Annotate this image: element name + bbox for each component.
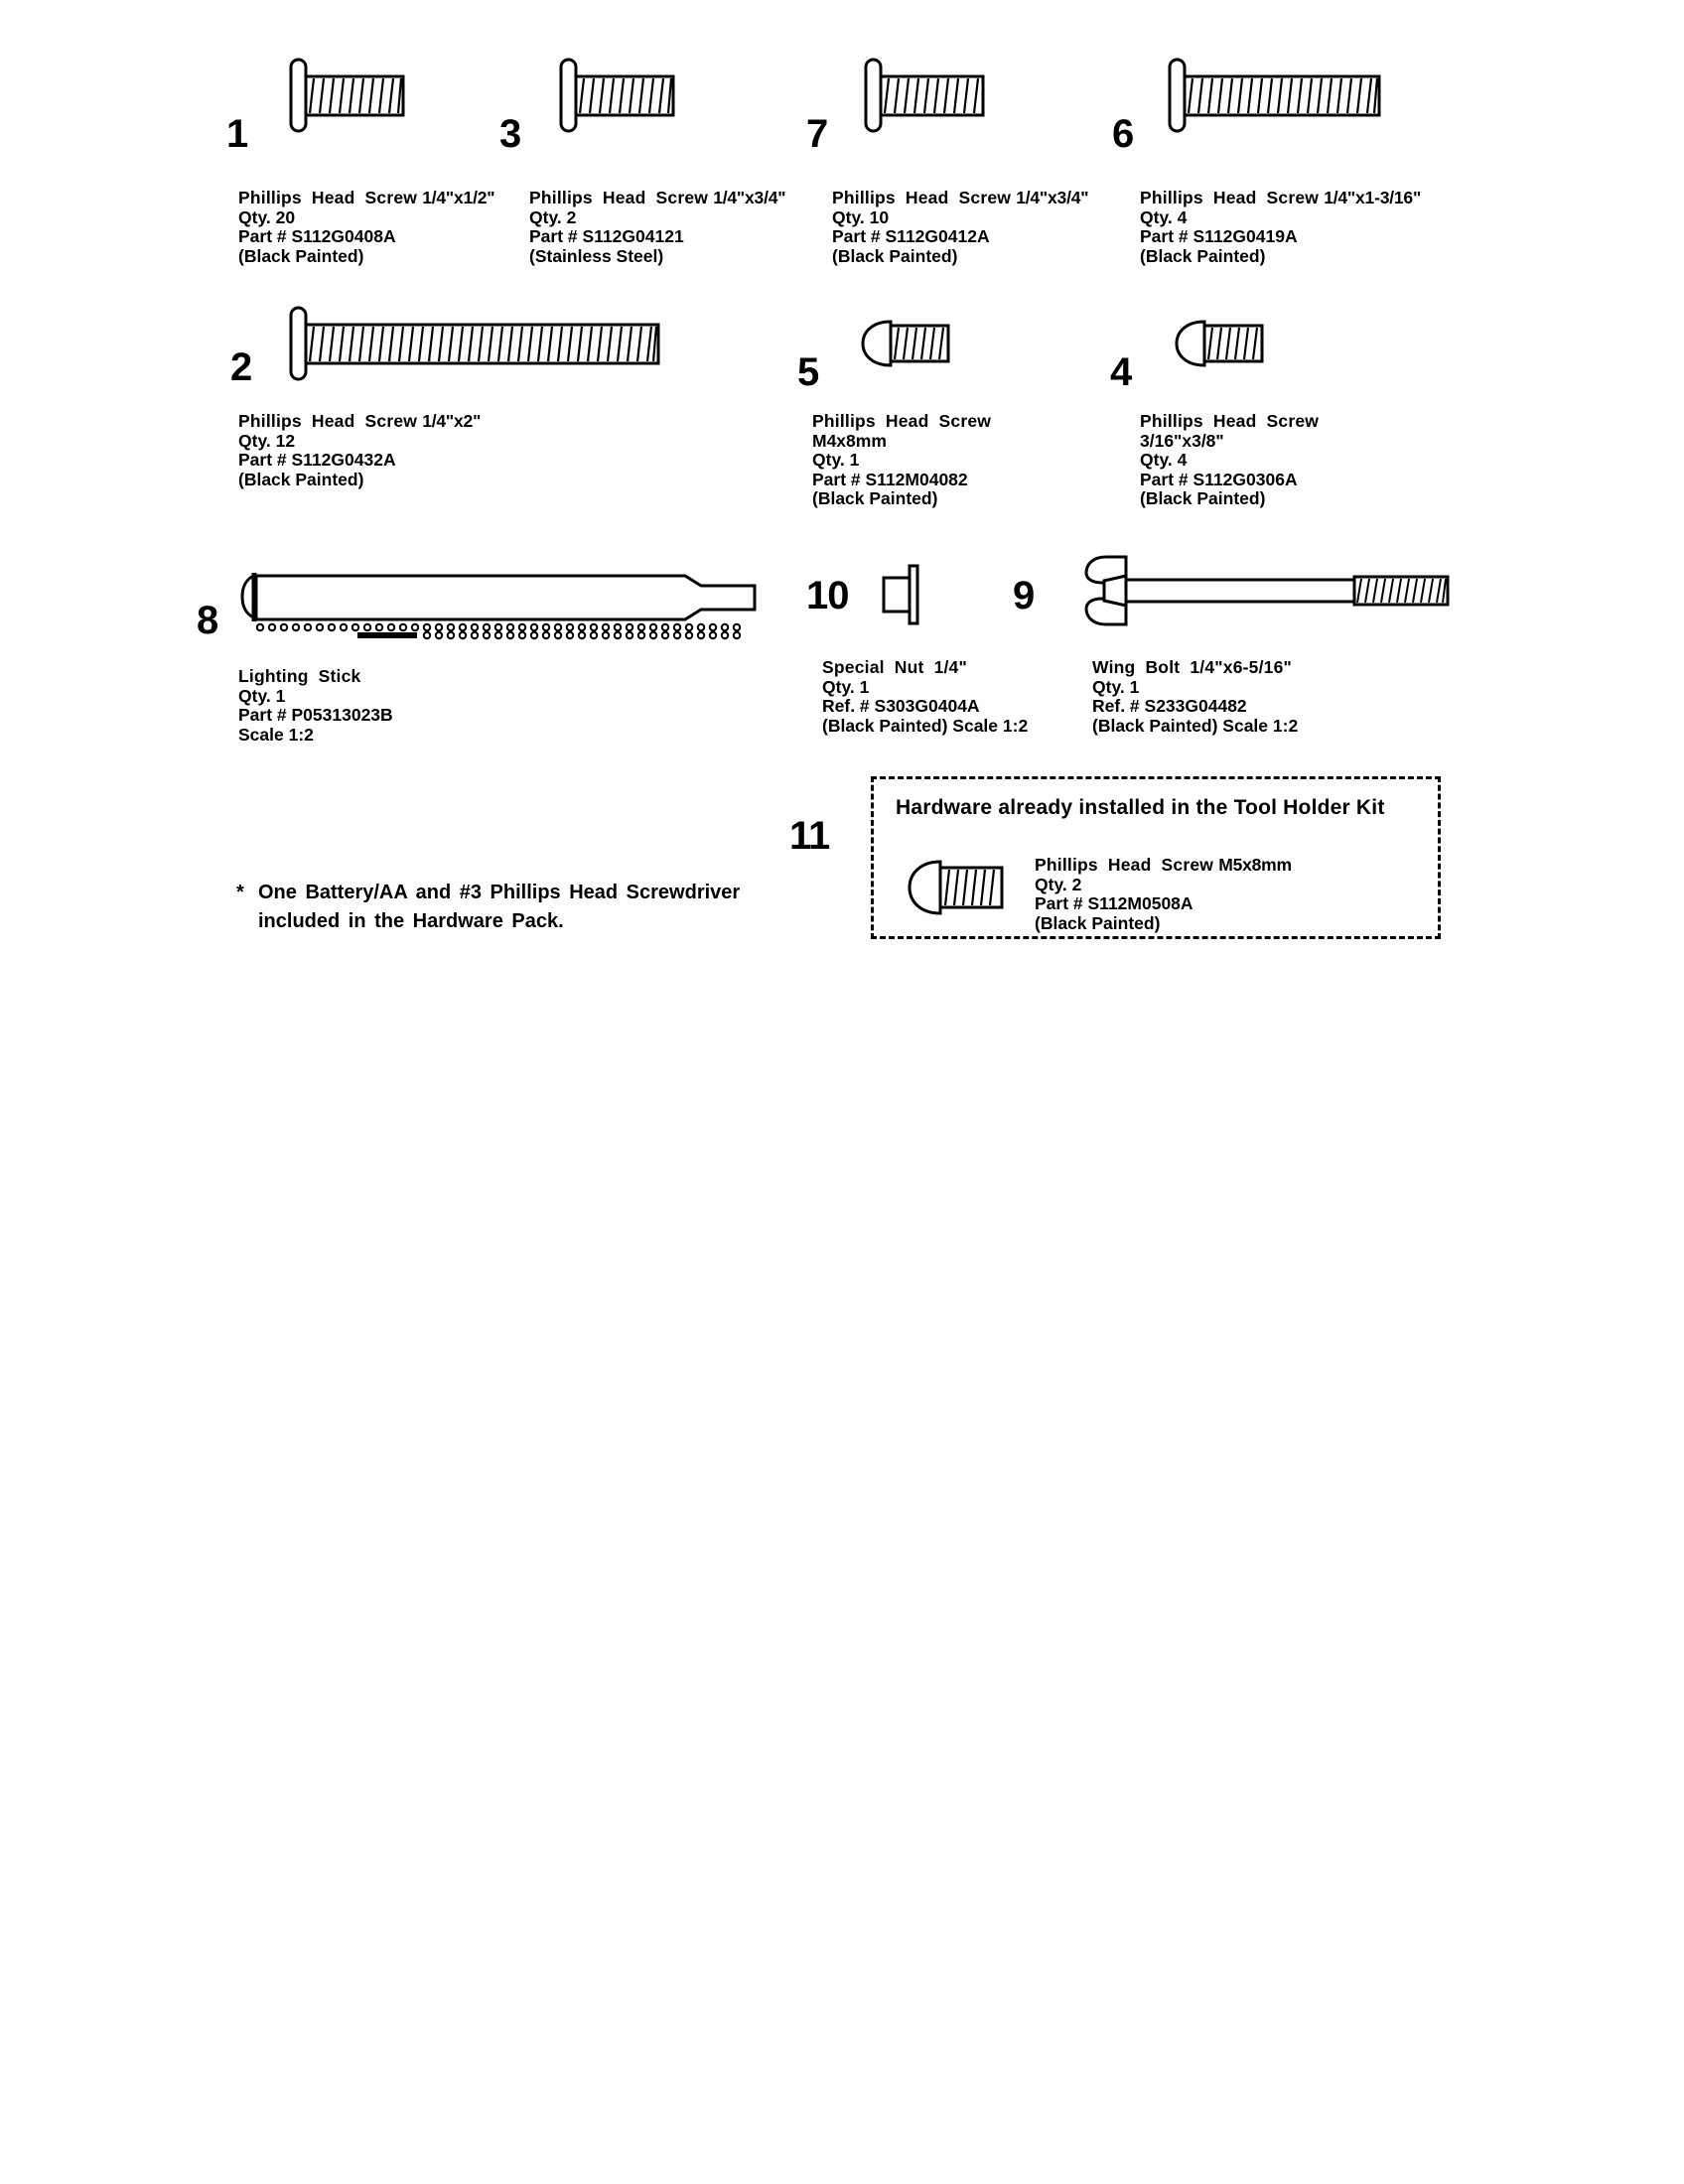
item-dimension-2: 1/4"x2" — [422, 411, 482, 431]
flat-head-screw-icon — [856, 55, 990, 139]
item-number-1: 1 — [226, 112, 248, 156]
item-qty-1: Qty. 20 — [238, 206, 296, 227]
installed-hardware-finish: (Black Painted) — [1035, 912, 1161, 933]
item-qty-3: Qty. 2 — [529, 206, 577, 227]
item-title-5: Phillips Head Screw — [812, 411, 992, 431]
installed-hardware-heading: Hardware already installed in the Tool Holder Kit — [896, 796, 1385, 819]
item-part-4: Part # S112G0306A — [1140, 469, 1298, 489]
item-finish-9: (Black Painted) Scale 1:2 — [1092, 715, 1299, 736]
item-dimension-3: 1/4"x3/4" — [713, 188, 786, 207]
footnote-line-2: included in the Hardware Pack. — [258, 910, 564, 932]
item-qty-7: Qty. 10 — [832, 206, 890, 227]
item-qty-2: Qty. 12 — [238, 430, 296, 451]
item-title-8: Lighting Stick — [238, 666, 361, 686]
flat-head-screw-icon — [281, 55, 410, 139]
item-dimension-1: 1/4"x1/2" — [422, 188, 495, 207]
item-spec-7 — [832, 189, 1088, 266]
item-finish-1: (Black Painted) — [238, 245, 364, 266]
item-title-4: Phillips Head Screw — [1140, 411, 1320, 431]
item-number-11: 11 — [789, 814, 830, 858]
item-finish-5: (Black Painted) — [812, 488, 938, 508]
installed-hardware-box — [871, 776, 1441, 939]
item-title-1: Phillips Head Screw — [238, 188, 418, 207]
round-head-screw-icon — [1160, 308, 1269, 379]
item-part-2: Part # S112G0432A — [238, 450, 396, 470]
round-head-screw-icon — [846, 308, 955, 379]
item-number-7: 7 — [806, 112, 828, 156]
item-spec-10 — [822, 658, 1028, 736]
item-number-10: 10 — [806, 574, 849, 617]
item-number-6: 6 — [1112, 112, 1134, 156]
item-qty-5: Qty. 1 — [812, 450, 860, 470]
footnote — [236, 879, 740, 936]
item-spec-2 — [238, 412, 481, 489]
footnote-marker: * — [236, 882, 244, 903]
flat-head-screw-icon — [551, 55, 680, 139]
item-part-3: Part # S112G04121 — [529, 226, 684, 246]
item-finish-6: (Black Painted) — [1140, 245, 1266, 266]
item-title-3: Phillips Head Screw — [529, 188, 709, 207]
installed-hardware-dimension: M5x8mm — [1218, 855, 1292, 875]
installed-hardware-qty: Qty. 2 — [1035, 874, 1082, 894]
item-dimension-6: 1/4"x1-3/16" — [1324, 188, 1422, 207]
item-spec-5 — [812, 412, 991, 509]
item-finish-10: (Black Painted) Scale 1:2 — [822, 715, 1029, 736]
item-dimension-7: 1/4"x3/4" — [1016, 188, 1089, 207]
item-spec-6 — [1140, 189, 1421, 266]
item-number-9: 9 — [1013, 574, 1035, 617]
wing-bolt-icon — [1054, 551, 1452, 630]
item-finish-4: (Black Painted) — [1140, 488, 1266, 508]
item-number-4: 4 — [1110, 350, 1132, 394]
item-part-1: Part # S112G0408A — [238, 226, 396, 246]
item-spec-9 — [1092, 658, 1298, 736]
item-part-9: Ref. # S233G04482 — [1092, 696, 1247, 716]
item-qty-9: Qty. 1 — [1092, 676, 1140, 697]
flat-head-screw-icon — [281, 303, 678, 387]
item-part-5: Part # S112M04082 — [812, 469, 968, 489]
item-title-6: Phillips Head Screw — [1140, 188, 1320, 207]
item-number-3: 3 — [499, 112, 521, 156]
item-dimension-4: 3/16"x3/8" — [1140, 430, 1224, 451]
special-nut-icon — [882, 564, 921, 625]
item-qty-4: Qty. 4 — [1140, 450, 1188, 470]
lighting-stick-icon — [238, 566, 779, 635]
flat-head-screw-icon — [1160, 55, 1393, 139]
item-title-9: Wing Bolt 1/4"x6-5/16" — [1092, 657, 1293, 677]
item-part-10: Ref. # S303G0404A — [822, 696, 980, 716]
item-number-8: 8 — [197, 599, 218, 642]
item-dimension-5: M4x8mm — [812, 430, 887, 451]
item-spec-1 — [238, 189, 494, 266]
item-title-10: Special Nut 1/4" — [822, 657, 967, 677]
item-qty-6: Qty. 4 — [1140, 206, 1188, 227]
item-finish-2: (Black Painted) — [238, 469, 364, 489]
item-finish-7: (Black Painted) — [832, 245, 958, 266]
item-part-8: Part # P05313023B — [238, 705, 393, 725]
item-part-7: Part # S112G0412A — [832, 226, 990, 246]
item-spec-3 — [529, 189, 785, 266]
item-number-5: 5 — [797, 350, 819, 394]
item-scale-8: Scale 1:2 — [238, 724, 314, 745]
item-qty-8: Qty. 1 — [238, 685, 286, 706]
item-title-7: Phillips Head Screw — [832, 188, 1012, 207]
installed-hardware-part: Part # S112M0508A — [1035, 893, 1193, 913]
item-spec-8 — [238, 667, 393, 745]
round-head-screw-icon — [896, 852, 1005, 923]
item-number-2: 2 — [230, 345, 252, 389]
footnote-line-1: One Battery/AA and #3 Phillips Head Screwdriver — [258, 882, 741, 903]
item-qty-10: Qty. 1 — [822, 676, 870, 697]
item-finish-3: (Stainless Steel) — [529, 245, 664, 266]
installed-hardware-title: Phillips Head Screw — [1035, 855, 1214, 875]
item-part-6: Part # S112G0419A — [1140, 226, 1298, 246]
item-spec-4 — [1140, 412, 1319, 509]
item-title-2: Phillips Head Screw — [238, 411, 418, 431]
installed-hardware-spec — [1035, 856, 1292, 933]
